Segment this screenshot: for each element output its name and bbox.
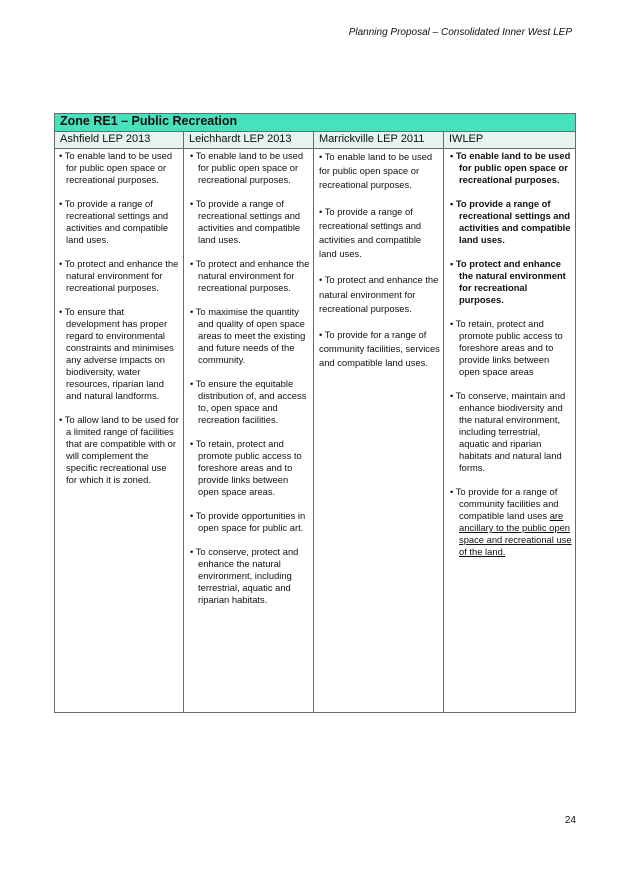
column-header-iwlep: IWLEP — [444, 132, 576, 149]
objective: • To enable land to be used for public open space or recreational purposes. — [190, 150, 304, 185]
objective: • To ensure that development has proper regard to environmental constraints and minimises any adverse impacts on biodiversity, water resources, riparian land and natural landforms. — [59, 306, 174, 401]
page-number: 24 — [564, 815, 576, 826]
objective: • To provide a range of recreational settings and activities and compatible land uses. — [59, 198, 169, 245]
objective: • To enable land to be used for public open space or recreational purposes. — [450, 150, 571, 185]
iwlep-objectives — [444, 149, 576, 713]
objective: • To maximise the quantity and quality of open space areas to meet the existing and future needs of the community. — [190, 306, 306, 365]
objective: • To enable land to be used for public open space or recreational purposes. — [319, 151, 433, 191]
objective: • To retain, protect and promote public access to foreshore areas and to provide links between open space areas. — [190, 438, 302, 497]
column-header-leichhardt: Leichhardt LEP 2013 — [184, 132, 314, 149]
objective-text: • To provide for a range of community facilities and compatible land uses — [450, 486, 559, 521]
objective: • To provide a range of recreational settings and activities and compatible land uses. — [319, 205, 422, 260]
objective: • To provide for a range of community facilities, services and compatible land uses. — [319, 329, 440, 369]
leichhardt-objectives — [184, 149, 314, 713]
column-header-marrickville: Marrickville LEP 2011 — [314, 132, 444, 149]
objective: • To conserve, protect and enhance the natural environment, including terrestrial, aquatic and riparian habitats. — [190, 546, 299, 605]
objective: • To retain, protect and promote public access to foreshore areas and to provide links between open space areas — [450, 318, 563, 377]
objective: • To provide a range of recreational settings and activities and compatible land uses. — [450, 198, 571, 245]
objective: • To ensure the equitable distribution of, and access to, open space and recreation facilities. — [190, 378, 307, 425]
objective: • To conserve, maintain and enhance biodiversity and the natural environment, including terrestrial, aquatic and riparian habitats and natural land forms. — [450, 390, 566, 473]
objective: • To enable land to be used for public open space or recreational purposes. — [59, 150, 173, 185]
objective: • To provide opportunities in open space for public art. — [190, 510, 306, 533]
objective: • To protect and enhance the natural environment for recreational purposes. — [59, 258, 179, 293]
zone-objectives-table — [54, 113, 576, 713]
column-header-ashfield: Ashfield LEP 2013 — [55, 132, 184, 149]
document-header: Planning Proposal – Consolidated Inner West LEP — [348, 27, 572, 38]
objective — [447, 486, 572, 558]
objective: • To protect and enhance the natural environment for recreational purposes. — [450, 258, 566, 305]
ashfield-objectives — [55, 149, 184, 713]
underlined-amendment: are ancillary to the public open space and recreational use of the land. — [459, 510, 572, 557]
zone-title: Zone RE1 – Public Recreation — [55, 114, 576, 132]
objective: • To protect and enhance the natural environment for recreational purposes. — [319, 274, 439, 314]
objective: • To provide a range of recreational settings and activities and compatible land uses. — [190, 198, 301, 245]
objective: • To protect and enhance the natural environment for recreational purposes. — [190, 258, 310, 293]
marrickville-objectives — [314, 149, 444, 713]
objective: • To allow land to be used for a limited range of facilities that are compatible with or will complement the specific recreational use for which it is zoned. — [59, 414, 179, 485]
